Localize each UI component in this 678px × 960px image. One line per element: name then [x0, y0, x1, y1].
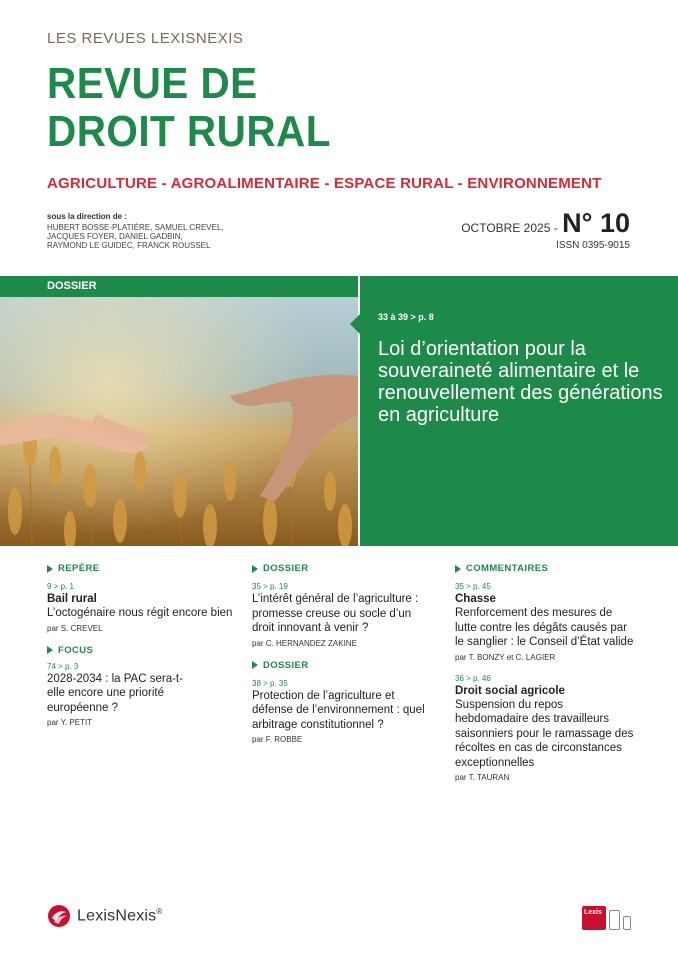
section-label: DOSSIER: [252, 660, 432, 671]
article-author: par S. CREVEL: [47, 623, 103, 633]
feature-ref: 33 à 39 > p. 8: [378, 312, 434, 322]
page-ref: 9 > p. 1: [47, 582, 74, 591]
feature-headline: Loi d’orientation pour la souveraineté alimentaire et le renouvellement des générations en agriculture: [378, 338, 663, 426]
triangle-icon: [252, 565, 258, 573]
publisher-logo: [47, 904, 162, 928]
article-title: Suspension du repos hebdomadaire des travailleurs saisonniers pour le ramassage des récoltes en cas de circonstances exceptionnelles: [455, 698, 634, 769]
journal-title-line-1: REVUE DE: [47, 59, 258, 108]
article-rubric: Droit social agricole: [455, 684, 565, 697]
triangle-icon: [47, 646, 53, 654]
lexisnexis-logo-icon: [47, 904, 71, 928]
direction-line: JACQUES FOYER, DANIEL GADBIN,: [47, 232, 183, 241]
column-right: [455, 563, 635, 794]
article-block[interactable]: [252, 563, 432, 648]
issn: ISSN 0395-9015: [556, 240, 630, 251]
page-ref: 35 > p. 45: [455, 582, 491, 591]
page-ref: 74 > p. 3: [47, 661, 79, 671]
article-block[interactable]: [252, 660, 432, 745]
article-rubric: Chasse: [455, 593, 496, 605]
triangle-icon: [47, 565, 53, 573]
article-author: par C. HERNANDEZ ZAKINE: [252, 638, 357, 648]
triangle-icon: [455, 565, 461, 573]
publisher-name: LexisNexis®: [77, 906, 163, 925]
direction-label: sous la direction de :: [47, 212, 128, 221]
issue-date: OCTOBRE 2025 -: [461, 221, 558, 235]
column-middle: [252, 563, 432, 756]
journal-title: [47, 60, 331, 156]
section-label: REPÈRE: [47, 563, 237, 574]
cover-photo: [0, 296, 358, 546]
article-author: par Y. PETIT: [47, 718, 93, 727]
journal-title-line-2: DROIT RURAL: [47, 107, 331, 156]
tablet-icon: [609, 910, 620, 930]
article-block[interactable]: [47, 645, 237, 728]
article-author: par F. ROBBE: [252, 735, 303, 744]
article-title: Renforcement des mesures de lutte contre les dégâts causés par le sanglier : le Conseil d’État valide: [455, 607, 634, 648]
article-author: par T. BONZY et C. LAGIER: [455, 652, 556, 662]
section-label: FOCUS: [47, 645, 237, 656]
article-block[interactable]: [455, 563, 635, 662]
triangle-icon: [252, 661, 258, 669]
feature-panel: [360, 276, 678, 546]
page-ref: 38 > p. 35: [252, 678, 288, 688]
article-block[interactable]: [47, 563, 237, 633]
journal-subtitle: AGRICULTURE - AGROALIMENTAIRE - ESPACE RURAL - ENVIRONNEMENT: [47, 175, 602, 192]
pointer-arrow-icon: [350, 314, 360, 334]
article-title: 2028-2034 : la PAC sera-t-elle encore une priorité européenne ?: [47, 672, 183, 714]
article-block[interactable]: [455, 674, 635, 783]
article-author: par T. TAURAN: [455, 773, 510, 782]
lexis-badge: Lexis: [582, 906, 606, 930]
phone-icon: [623, 916, 631, 930]
direction-line: RAYMOND LE GUIDEC, FRANCK ROUSSEL: [47, 241, 211, 250]
series-name: LES REVUES LEXISNEXIS: [47, 30, 244, 47]
editorial-direction: [47, 212, 224, 250]
article-title: L’intérêt général de l’agriculture : promesse creuse ou socle d’un droit innovant à venir ?: [252, 593, 419, 634]
page-ref: 35 > p. 19: [252, 582, 288, 591]
direction-line: HUBERT BOSSE-PLATIÈRE, SAMUEL CREVEL,: [47, 223, 224, 232]
digital-badge: [582, 906, 631, 930]
section-label: DOSSIER: [252, 563, 432, 574]
section-label: COMMENTAIRES: [455, 563, 635, 574]
issue-info: [461, 208, 630, 251]
article-title: Protection de l’agriculture et défense de l’environnement : quel arbitrage constitutionnel ?: [252, 689, 425, 731]
column-left: [47, 563, 237, 739]
wheat-field-hands-image: [0, 296, 358, 546]
article-title: L’octogénaire nous régit encore bien: [47, 607, 233, 619]
page-ref: 36 > p. 46: [455, 673, 491, 683]
issue-number: N° 10: [562, 208, 630, 238]
dossier-tab: DOSSIER: [0, 276, 358, 297]
article-rubric: Bail rural: [47, 593, 97, 605]
